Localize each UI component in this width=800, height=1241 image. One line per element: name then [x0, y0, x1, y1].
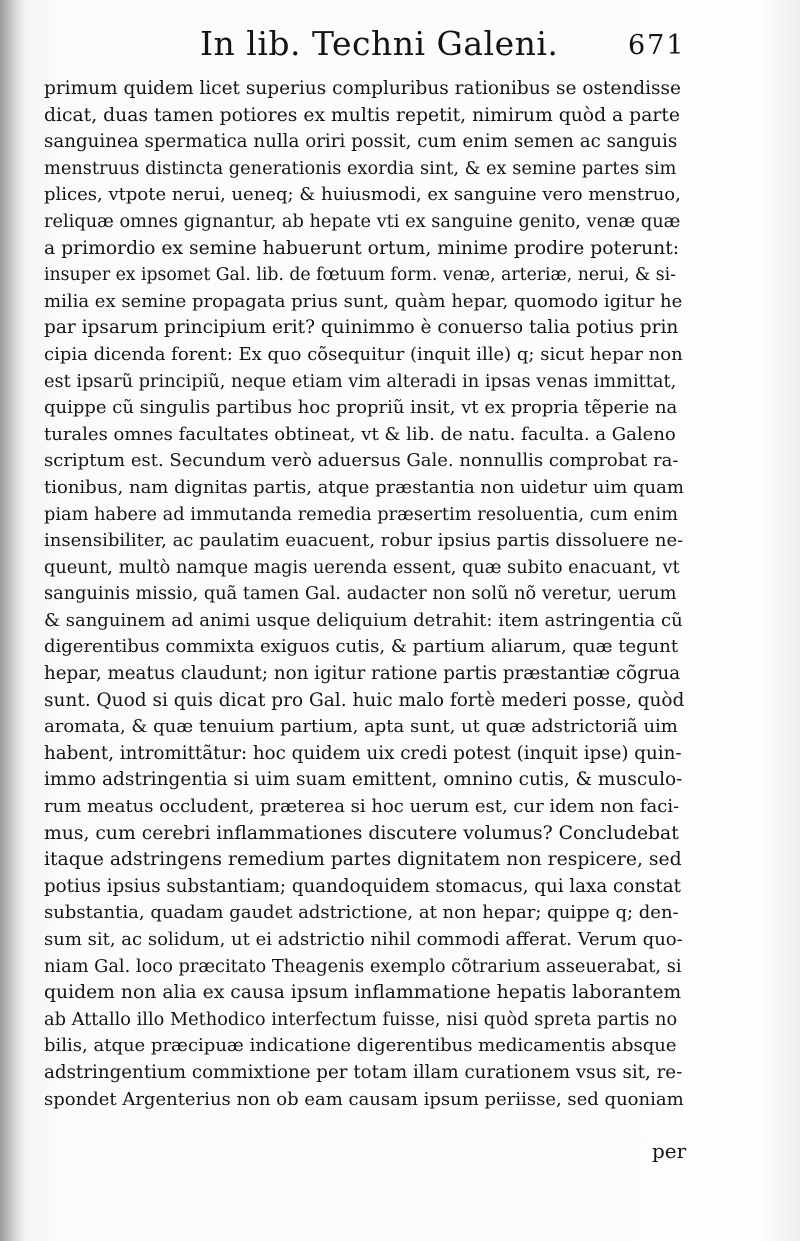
text-line: primum quidem licet superius compluribus rationibus se ostendisse	[44, 78, 681, 99]
text-line: plices, vtpote nerui, ueneq; & huiusmodi, ex sanguine vero menstruo,	[44, 184, 681, 206]
text-line: immo adstringentia si uim suam emittent, omnino cutis, & musculo-	[44, 769, 683, 791]
text-line: hepar, meatus claudunt; non igitur ratione partis præstantiæ cõgrua	[44, 663, 681, 685]
text-line: niam Gal. loco præcitato Theagenis exemplo cõtrarium asseuerabat, si	[44, 956, 682, 977]
text-line: sunt. Quod si quis dicat pro Gal. huic malo fortè mederi posse, quòd	[44, 689, 685, 711]
body-text	[44, 76, 684, 1113]
text-line: habent, intromittãtur: hoc quidem uix credi potest (inquit ipse) quin-	[44, 742, 682, 764]
text-line: sum sit, ac solidum, ut ei adstrictio nihil commodi afferat. Verum quo-	[44, 929, 683, 950]
text-line: sanguinis missio, quã tamen Gal. audacter non solũ nõ veretur, uerum	[44, 584, 677, 605]
text-line: queunt, multò namque magis uerenda essent, quæ subito enacuant, vt	[44, 557, 680, 578]
text-line: cipia dicenda forent: Ex quo cõsequitur (inquit ille) q; sicut hepar non	[44, 343, 683, 365]
page-number: 671	[628, 30, 686, 61]
page-gutter-shadow	[0, 0, 26, 1241]
text-line: turales omnes facultates obtineat, vt & lib. de natu. faculta. a Galeno	[44, 423, 676, 445]
text-line: piam habere ad immutanda remedia præsertim resoluentia, cum enim	[44, 504, 678, 525]
text-line: quidem non alia ex causa ipsum inflammatione hepatis laborantem	[44, 982, 682, 1004]
text-line: digerentibus commixta exiguos cutis, & partium aliarum, quæ tegunt	[44, 636, 679, 658]
running-head: In lib. Techni Galeni.	[200, 24, 559, 63]
text-line: a primordio ex semine habuerunt ortum, minime prodire poterunt:	[44, 237, 680, 259]
text-line: rum meatus occludent, præterea si hoc uerum est, cur idem non faci-	[44, 796, 680, 818]
text-line: substantia, quadam gaudet adstrictione, at non hepar; quippe q; den-	[44, 902, 679, 924]
text-line: spondet Argenterius non ob eam causam ipsum periisse, sed quoniam	[44, 1088, 684, 1110]
text-line: adstringentium commixtione per totam illam curationem vsus sit, re-	[44, 1061, 683, 1083]
text-line: ab Attallo illo Methodico interfectum fuisse, nisi quòd spreta partis no	[44, 1009, 678, 1030]
text-line: bilis, atque præcipuæ indicatione digerentibus medicamentis absque	[44, 1035, 677, 1057]
text-line: dicat, duas tamen potiores ex multis repetit, nimirum quòd a parte	[44, 104, 680, 126]
text-line: aromata, & quæ tenuium partium, apta sunt, ut quæ adstrictoriã uim	[44, 716, 678, 738]
text-line: menstruus distincta generationis exordia sint, & ex semine partes sim	[44, 158, 677, 179]
text-line: reliquæ omnes gignantur, ab hepate vti ex sanguine genito, venæ quæ	[44, 211, 681, 232]
text-line: scriptum est. Secundum verò aduersus Gale. nonnullis comprobat ra-	[44, 450, 679, 472]
text-line: quippe cũ singulis partibus hoc propriũ insit, vt ex propria tẽperie na	[44, 397, 678, 419]
text-line: est ipsarũ principiũ, neque etiam vim alteradi in ipsas venas immittat,	[44, 371, 677, 392]
catchword: per	[652, 1139, 687, 1163]
text-line: insensibiliter, ac paulatim euacuent, robur ipsius partis dissoluere ne-	[44, 530, 684, 552]
text-line: insuper ex ipsomet Gal. lib. de fœtuum form. venæ, arteriæ, nerui, & si-	[44, 265, 676, 286]
text-line: potius ipsius substantiam; quandoquidem stomacus, qui laxa constat	[44, 875, 681, 897]
text-line: tionibus, nam dignitas partis, atque præstantia non uidetur uim quam	[44, 476, 684, 498]
text-line: sanguinea spermatica nulla oriri possit, cum enim semen ac sanguis	[44, 131, 678, 153]
text-line: itaque adstringens remedium partes dignitatem non respicere, sed	[44, 849, 682, 871]
text-line: milia ex semine propagata prius sunt, quàm hepar, quomodo igitur he	[44, 290, 683, 312]
page-header	[0, 22, 800, 72]
text-line: mus, cum cerebri inflammationes discutere volumus? Concludebat	[44, 822, 679, 844]
text-line: par ipsarum principium erit? quinimmo è conuerso talia potius prin	[44, 317, 679, 339]
text-line: & sanguinem ad animi usque deliquium detrahit: item astringentia cũ	[44, 609, 683, 631]
